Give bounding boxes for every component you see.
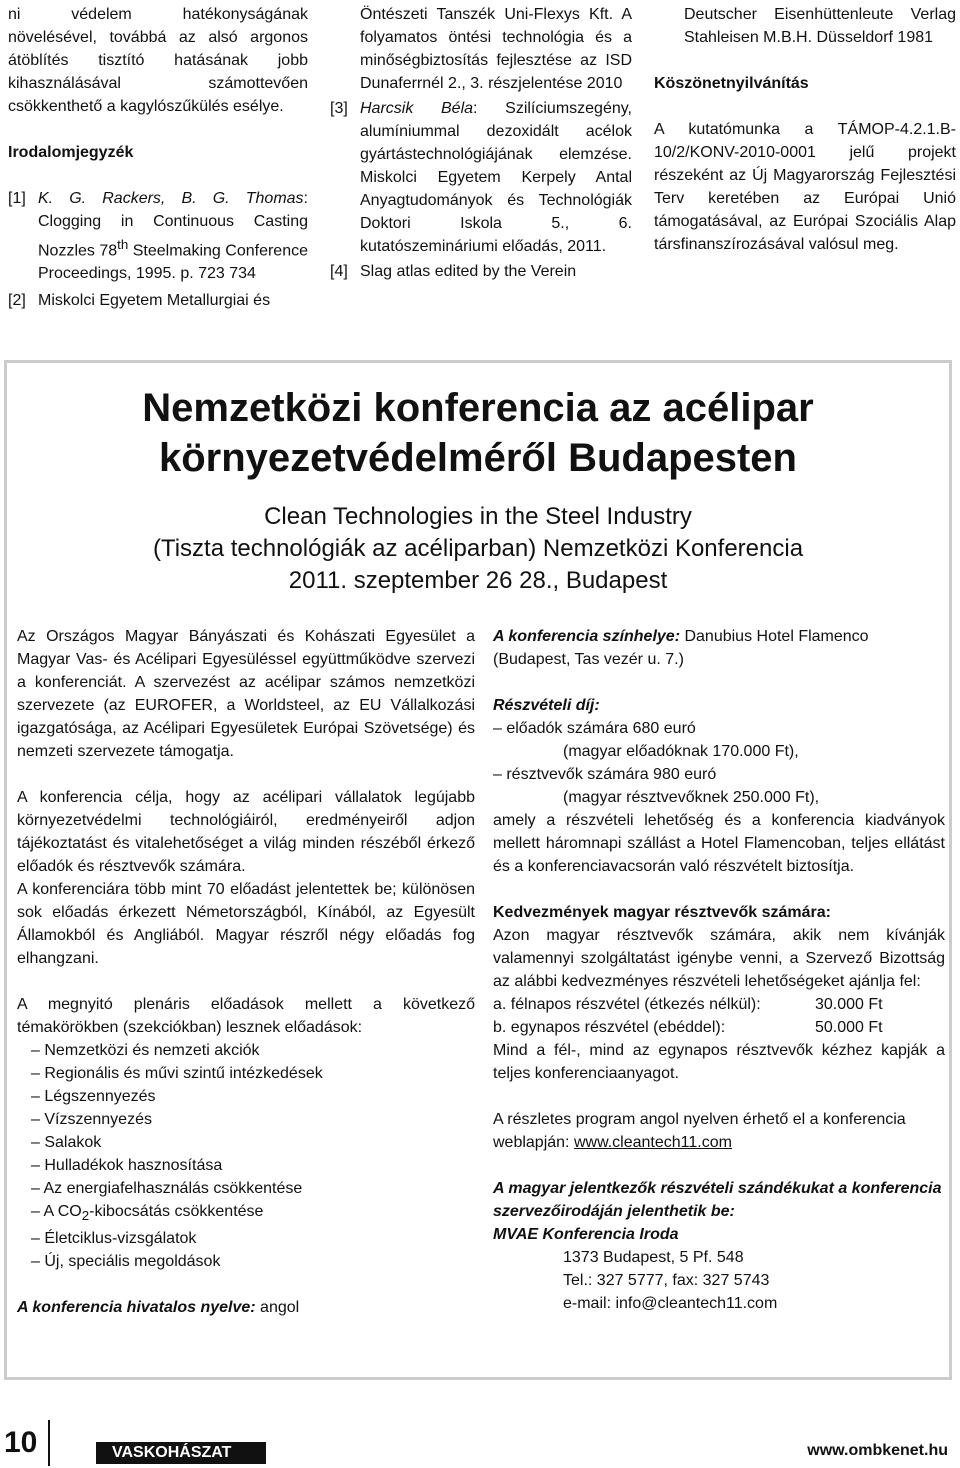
list-item [17,1177,475,1200]
discount-after: Mind a fél-, mind az egynapos résztvevők kézhez kapják a teljes konferenciaanyagot. [493,1042,945,1082]
list-item [17,1062,475,1085]
reference-authors: Harcsik Béla [360,100,474,117]
magazine-name: VASKOHÁSZAT [96,1442,266,1464]
list-item [17,1227,475,1250]
discount-text: Azon magyar résztvevők számára, akik nem kívánják valamennyi szolgáltatást igénybe venni, a Szervező Bizottság az alábbi kedvezményes részvételi lehetőségeket ajánlja fel: [493,927,945,990]
venue-value: Danubius Hotel Flamenco (Budapest, Tas vezér u. 7.) [493,628,869,668]
dash: – [31,1042,40,1059]
paragraph-sessions-intro: A megnyitó plenáris előadások mellett a következő témakörökben (szekciókban) lesznek előadások: [17,996,475,1036]
acknowledgement-heading: Köszönetnyilvánítás [654,75,809,92]
reference-3 [330,97,632,258]
announcement-title [7,383,949,483]
office-name: MVAE Konferencia Iroda [493,1226,679,1243]
reference-text: Steelmaking Conference Proceedings, 1995. p. 723 734 [38,242,308,283]
subtitle-line: Clean Technologies in the Steel Industry [264,503,692,530]
program-web-text: A részletes program angol nyelven érhető el a konferencia weblapján: [493,1111,906,1151]
dash: – [31,1065,40,1082]
discount-heading: Kedvezmények magyar résztvevők számára: [493,904,831,921]
dash: – [31,1253,40,1271]
intro-paragraph: ni védelem hatékonyságának növelésével, továbbá az alsó argonos átöblítés tisztító hatásának jobb kihasználásával számottevően csökkenthető a kagylószűkülés esélye. [8,6,308,115]
option-price: 50.000 Ft [815,1019,883,1036]
reference-text: : Szilíciumszegény, alumíniummal dezoxidált acélok gyártástechnológiájának elemzése. Miskolci Egyetem Kerpely Antal Anyagtudományok és Technológiák Doktori Iskola 5., 6. kutatószemináriumi előadás, 2011. [360,100,632,255]
conference-announcement-box [4,360,952,1380]
reference-4 [330,260,632,283]
topic-text: Vízszennyezés [44,1111,152,1128]
topic-text: Hulladékok hasznosítása [44,1157,223,1174]
subtitle-line: 2011. szeptember 26 28., Budapest [288,567,668,594]
page-number: 10 [4,1426,38,1459]
discount-option-b [493,1016,945,1039]
superscript: th [117,237,129,252]
reference-text: Miskolci Egyetem Metallurgiai és [38,292,271,310]
venue-label: A konferencia színhelye: [493,628,681,645]
reference-text: : Clogging in Continuous Casting Nozzles 78 [38,190,308,260]
page-footer [0,1412,960,1468]
reference-authors: K. G. Rackers, B. G. Thomas [38,190,304,207]
dash: – [31,1134,40,1151]
reference-text: Slag atlas edited by the Verein [360,263,577,280]
list-item [17,1039,475,1062]
topic-text: Életciklus-vizsgálatok [44,1230,197,1248]
list-item [17,1085,475,1108]
fee-participants: – résztvevők számára 980 euró [493,766,717,783]
fee-description: amely a részvételi lehetőség és a konferencia kiadványok mellett háromnapi szállást a Hotel Flamencoban, teljes ellátást és a konferenciavacsorán való részvételt biztosítja. [493,812,945,875]
column-2 [330,3,632,283]
reference-4-continued: Deutscher Eisenhüttenleute Verlag Stahleisen M.B.H. Düsseldorf 1981 [684,6,956,46]
office-address: 1373 Budapest, 5 Pf. 548 [563,1249,744,1266]
option-label: b. egynapos részvétel (ebéddel): [493,1019,726,1036]
topic-text: A CO [43,1203,82,1220]
fee-speakers: – előadók számára 680 euró [493,720,696,737]
conference-website-link[interactable]: www.cleantech11.com [573,1134,732,1151]
topic-text: Légszennyezés [44,1088,156,1105]
paragraph-goal: A konferencia célja, hogy az acélipari vállalatok legújabb környezetvédelmi technológiáiról, eredményeiről adjon tájékoztatást és vitalehetőséget a világ minden részéből érkező előadók és résztvevők számára. [17,789,475,875]
reference-1 [8,187,308,285]
website-link[interactable]: www.ombkenet.hu [807,1442,948,1459]
top-section [0,0,960,340]
language-value: angol [255,1299,300,1317]
dash: – [31,1088,40,1105]
announcement-subtitle [7,501,949,597]
program-web [493,1108,945,1154]
option-label: a. félnapos részvétel (étkezés nélkül): [493,996,761,1013]
dash: – [31,1157,40,1174]
reference-number: [4] [330,263,348,280]
reference-2-continued: Öntészeti Tanszék Uni-Flexys Kft. A folyamatos öntési technológia és a minőségbiztosítás fejlesztése az ISD Dunaferrnél 2., 3. részjelentése 2010 [360,6,632,92]
office-phone: Tel.: 327 5777, fax: 327 5743 [563,1272,770,1289]
footer-divider [48,1420,50,1466]
paragraph-presentations: A konferenciára több mint 70 előadást jelentettek be; különösen sok előadás érkezett Németországból, Kínából, az Egyesült Államokból és Angliából. Magyar részről négy előadás fog elhangzani. [17,881,475,967]
fee-speakers-hu: (magyar előadóknak 170.000 Ft), [563,743,799,760]
reference-number: [3] [330,100,348,117]
dash: – [31,1111,40,1128]
list-item [17,1250,475,1273]
dash: – [31,1180,40,1197]
official-language [17,1296,475,1319]
reference-2 [8,289,308,312]
fee-participants-hu: (magyar résztvevőknek 250.000 Ft), [563,789,820,806]
dash: – [31,1203,40,1220]
dash: – [31,1230,40,1248]
reference-number: [2] [8,292,26,310]
discount-option-a [493,993,945,1016]
subtitle-line: (Tiszta technológiák az acéliparban) Nemzetközi Konferencia [152,535,804,562]
fee-heading: Részvételi díj: [493,697,600,714]
announcement-right-column [493,625,945,1315]
announcement-left-column [17,625,475,1319]
topic-text: -kibocsátás csökkentése [89,1203,264,1220]
office-email: e-mail: info@cleantech11.com [563,1295,778,1312]
list-item [17,1154,475,1177]
title-line: környezetvédelméről Budapesten [159,436,797,480]
language-label: A konferencia hivatalos nyelve: [17,1299,256,1317]
topic-text: Új, speciális megoldások [44,1253,221,1271]
title-line: Nemzetközi konferencia az acélipar [142,386,814,430]
reference-number: [1] [8,190,26,207]
list-item [17,1108,475,1131]
column-1 [8,3,308,312]
registration-text: A magyar jelentkezők részvételi szándékukat a konferencia szervezőirodáján jelenthetik be: [493,1180,942,1220]
topic-text: Nemzetközi és nemzeti akciók [44,1042,260,1059]
list-item [17,1200,475,1227]
list-item [17,1131,475,1154]
paragraph-organizers: Az Országos Magyar Bányászati és Kohászati Egyesület a Magyar Vas- és Acélipari Egyesüléssel együttműködve szervezi a konferenciát. A szervezést az acélipar számos nemzetközi szervezete (az EUROFER, a Worldsteel, az EU Vállalkozási igazgatósága, az Acélipari Egyesületek Európai Szövetsége) és nemzeti szervezete támogatja. [17,628,475,760]
option-price: 30.000 Ft [815,996,883,1013]
subscript: 2 [81,1208,90,1224]
acknowledgement-text: A kutatómunka a TÁMOP-4.2.1.B-10/2/KONV-2010-0001 jelű projekt részeként az Új Magyarország Fejlesztési Terv keretében az Európai Unió támogatásával, az Európai Szociális Alap társfinanszírozásával valósul meg. [654,121,956,253]
venue [493,625,945,671]
references-heading: Irodalomjegyzék [8,144,134,161]
column-3 [654,3,956,256]
topic-text: Salakok [44,1134,102,1151]
topic-text: Regionális és művi szintű intézkedések [44,1065,323,1082]
topic-text: Az energiafelhasználás csökkentése [43,1180,303,1197]
topics-list [17,1039,475,1273]
